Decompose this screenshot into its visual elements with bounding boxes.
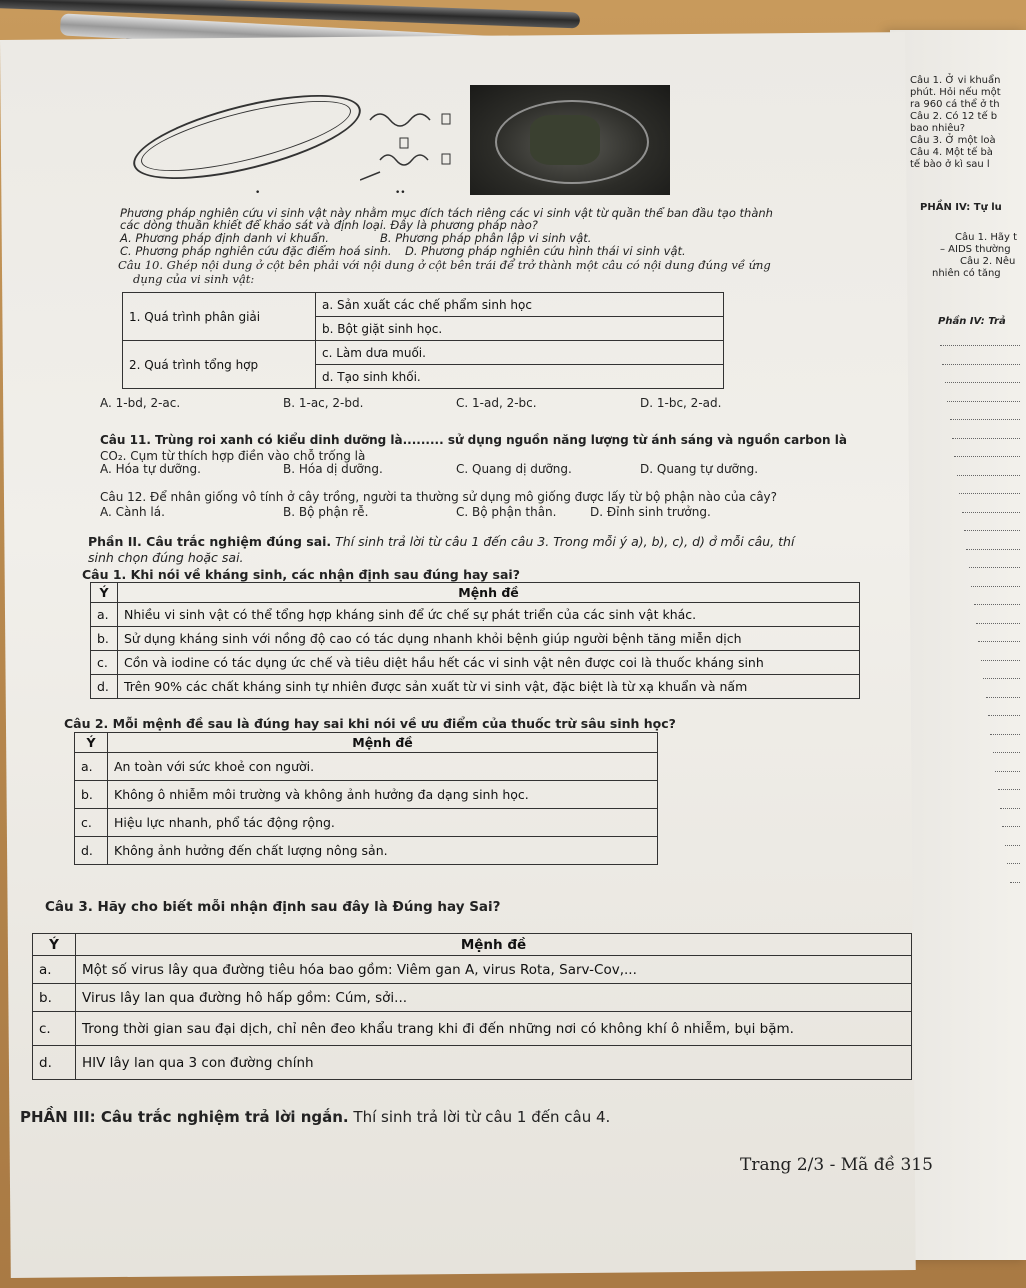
q12-option-d: D. Đỉnh sinh trưởng. [590,505,711,519]
answer-dotted-line [952,438,1020,439]
tf2-row-d: Không ảnh hưởng đến chất lượng nông sản. [108,837,658,865]
streak-drawing [360,100,470,190]
q11-option-c: C. Quang dị dưỡng. [456,462,572,476]
q10-right-d: d. Tạo sinh khối. [316,365,724,389]
q9-option-a: A. Phương pháp định danh vi khuẩn. [120,231,329,245]
q12-option-c: C. Bộ phận thân. [456,505,557,519]
right-q2: Câu 2. Nêu [960,256,1016,267]
figure-mark-left: • [255,188,261,198]
tf1-col-statement: Mệnh đề [118,583,860,603]
q11-stem-text: Câu 11. Trùng roi xanh có kiểu dinh dưỡng là......... sử dụng nguồn năng lượng từ ánh sáng và nguồn carbon là [100,433,847,447]
answer-dotted-line [1005,845,1020,846]
tf1-row-b-key: b. [91,627,118,651]
answer-dotted-line [1010,882,1020,883]
right-line-4: Câu 2. Có 12 tế b [910,111,998,122]
tf2-row-b: Không ô nhiễm môi trường và không ảnh hưởng đa dạng sinh học. [108,781,658,809]
answer-dotted-line [971,586,1020,587]
answer-dotted-line [995,771,1020,772]
tf1-row-b: Sử dụng kháng sinh với nồng độ cao có tác dụng nhanh khỏi bệnh giúp người bệnh tăng miễn dịch [118,627,860,651]
tf3-row-a-key: a. [33,956,76,984]
answer-dotted-line [966,549,1020,550]
answer-dotted-line [969,567,1020,568]
part3-title: PHẦN III: Câu trắc nghiệm trả lời ngắn. [20,1108,349,1126]
answer-dotted-line [986,697,1020,698]
answer-dotted-line [990,734,1020,735]
tf2-row-b-key: b. [75,781,108,809]
answer-dotted-line [940,345,1020,346]
q11-option-a: A. Hóa tự dưỡng. [100,462,201,476]
tf2-table [74,732,658,865]
tf2-col-y: Ý [75,733,108,753]
part3-instruction: Thí sinh trả lời từ câu 1 đến câu 4. [348,1108,611,1126]
tf2-row-d-key: d. [75,837,108,865]
right-line-3: ra 960 cá thể ở th [910,99,1000,110]
tf3-col-y: Ý [33,934,76,956]
answer-dotted-line [988,715,1020,716]
part2-instruction: Thí sinh trả lời từ câu 1 đến câu 3. Trong mỗi ý a), b), c), d) ở mỗi câu, thí [331,534,795,549]
answer-dotted-line [959,493,1020,494]
tf3-table [32,933,912,1080]
tf1-col-y: Ý [91,583,118,603]
right-line-8: tế bào ở kì sau l [910,159,990,170]
tf3-row-c-key: c. [33,1012,76,1046]
answer-dotted-line [942,364,1020,365]
q10-left-2: 2. Quá trình tổng hợp [123,341,316,389]
q10-right-a: a. Sản xuất các chế phẩm sinh học [316,293,724,317]
answer-dotted-line [978,641,1020,642]
right-line-2: phút. Hỏi nếu một [910,87,1001,98]
part2-heading [88,534,794,549]
right-line-7: Câu 4. Một tế bà [910,147,993,158]
right-line-6: Câu 3. Ở một loà [910,135,996,146]
answer-dotted-line [957,475,1020,476]
answer-dotted-line [1007,863,1020,864]
answer-dotted-line [1000,808,1020,809]
tf3-row-a: Một số virus lây qua đường tiêu hóa bao gồm: Viêm gan A, virus Rota, Sarv-Cov,... [76,956,912,984]
tf1-stem: Câu 1. Khi nói về kháng sinh, các nhận định sau đúng hay sai? [82,567,520,582]
q11-option-b: B. Hóa dị dưỡng. [283,462,383,476]
q11-stem-line2: CO₂. Cụm từ thích hợp điền vào chỗ trống là [100,449,366,463]
answer-dotted-line [981,660,1020,661]
petri-dish-photo [470,85,670,195]
tf3-row-d-key: d. [33,1046,76,1080]
answer-dotted-line [998,789,1020,790]
tf1-row-a: Nhiều vi sinh vật có thể tổng hợp kháng sinh để ức chế sự phát triển của các sinh vật khác. [118,603,860,627]
tf3-stem: Câu 3. Hãy cho biết mỗi nhận định sau đây là Đúng hay Sai? [45,899,501,915]
q10-option-c: C. 1-ad, 2-bc. [456,396,537,410]
q9-option-d: D. Phương pháp nghiên cứu hình thái vi sinh vật. [405,244,686,258]
q10-left-1: 1. Quá trình phân giải [123,293,316,341]
q10-matching-table [122,292,724,389]
tf2-row-c-key: c. [75,809,108,837]
tf2-row-a-key: a. [75,753,108,781]
answer-dotted-line [983,678,1020,679]
tf3-col-statement: Mệnh đề [76,934,912,956]
right-line-5: bao nhiêu? [910,123,966,134]
answer-dotted-line [950,419,1020,420]
q9-option-c: C. Phương pháp nghiên cứu đặc điểm hoá sinh. [120,244,392,258]
tf3-row-d: HIV lây lan qua 3 con đường chính [76,1046,912,1080]
q11-stem-line1 [100,433,847,447]
q9-stem-line1: Phương pháp nghiên cứu vi sinh vật này nhằm mục đích tách riêng các vi sinh vật từ quần thể ban đầu tạo thành [120,206,773,220]
tf1-row-c-key: c. [91,651,118,675]
tf1-row-a-key: a. [91,603,118,627]
answer-dotted-line [947,401,1020,402]
page-footer: Trang 2/3 - Mã đề 315 [740,1155,933,1175]
q9-stem-line2: các dòng thuần khiết để khảo sát và định loại. Đây là phương pháp nào? [120,218,538,232]
tf3-row-b-key: b. [33,984,76,1012]
q10-right-c: c. Làm dưa muối. [316,341,724,365]
q12-stem: Câu 12. Để nhân giống vô tính ở cây trồng, người ta thường sử dụng mô giống được lấy từ bộ phận nào của cây? [100,490,778,504]
tf2-col-statement: Mệnh đề [108,733,658,753]
tf1-table [90,582,860,699]
tf1-row-d-key: d. [91,675,118,699]
q9-option-b: B. Phương pháp phân lập vi sinh vật. [380,231,592,245]
answer-dotted-line [954,456,1020,457]
tf2-stem: Câu 2. Mỗi mệnh đề sau là đúng hay sai khi nói về ưu điểm của thuốc trừ sâu sinh học? [64,716,676,731]
q12-option-a: A. Cành lá. [100,505,165,519]
tf3-row-b: Virus lây lan qua đường hô hấp gồm: Cúm, sởi... [76,984,912,1012]
answer-dotted-line [945,382,1020,383]
q10-option-d: D. 1-bc, 2-ad. [640,396,722,410]
q10-stem-line2: dụng của vi sinh vật: [133,272,255,286]
part3-heading [20,1108,610,1126]
answer-dotted-line [993,752,1020,753]
q11-option-d: D. Quang tự dưỡng. [640,462,759,476]
answer-dotted-line [1002,826,1020,827]
tf2-row-c: Hiệu lực nhanh, phổ tác động rộng. [108,809,658,837]
right-line-1: Câu 1. Ở vi khuẩn [910,75,1001,86]
tf1-row-c: Cồn và iodine có tác dụng ức chế và tiêu diệt hầu hết các vi sinh vật nên được coi là thuốc kháng sinh [118,651,860,675]
part2-title: Phần II. Câu trắc nghiệm đúng sai. [88,534,332,549]
right-answer-title: Phần IV: Trả [938,316,1006,327]
answer-dotted-line [976,623,1020,624]
q10-option-a: A. 1-bd, 2-ac. [100,396,181,410]
tf2-row-a: An toàn với sức khoẻ con người. [108,753,658,781]
tf1-row-d: Trên 90% các chất kháng sinh tự nhiên được sản xuất từ vi sinh vật, đặc biệt là từ xạ khuẩn và nấm [118,675,860,699]
right-q1: Câu 1. Hãy t [955,232,1018,243]
answer-dotted-line [962,512,1020,513]
figure-mark-right: •• [395,188,406,198]
q10-stem-line1: Câu 10. Ghép nội dung ở cột bên phải với nội dung ở cột bên trái để trở thành một câu có nội dung đúng về ứng [118,258,771,272]
q10-option-b: B. 1-ac, 2-bd. [283,396,364,410]
answer-dotted-line [964,530,1020,531]
right-part4-title: PHẦN IV: Tự lu [920,202,1002,213]
q10-right-b: b. Bột giặt sinh học. [316,317,724,341]
answer-dotted-line [974,604,1020,605]
right-nhien: nhiên có tăng [932,268,1001,279]
right-aids: – AIDS thường [940,244,1011,255]
q12-option-b: B. Bộ phận rễ. [283,505,369,519]
tf3-row-c: Trong thời gian sau đại dịch, chỉ nên đeo khẩu trang khi đi đến những nơi có không khí ô nhiễm, bụi bặm. [76,1012,912,1046]
part2-instruction-line2: sinh chọn đúng hoặc sai. [88,550,244,565]
